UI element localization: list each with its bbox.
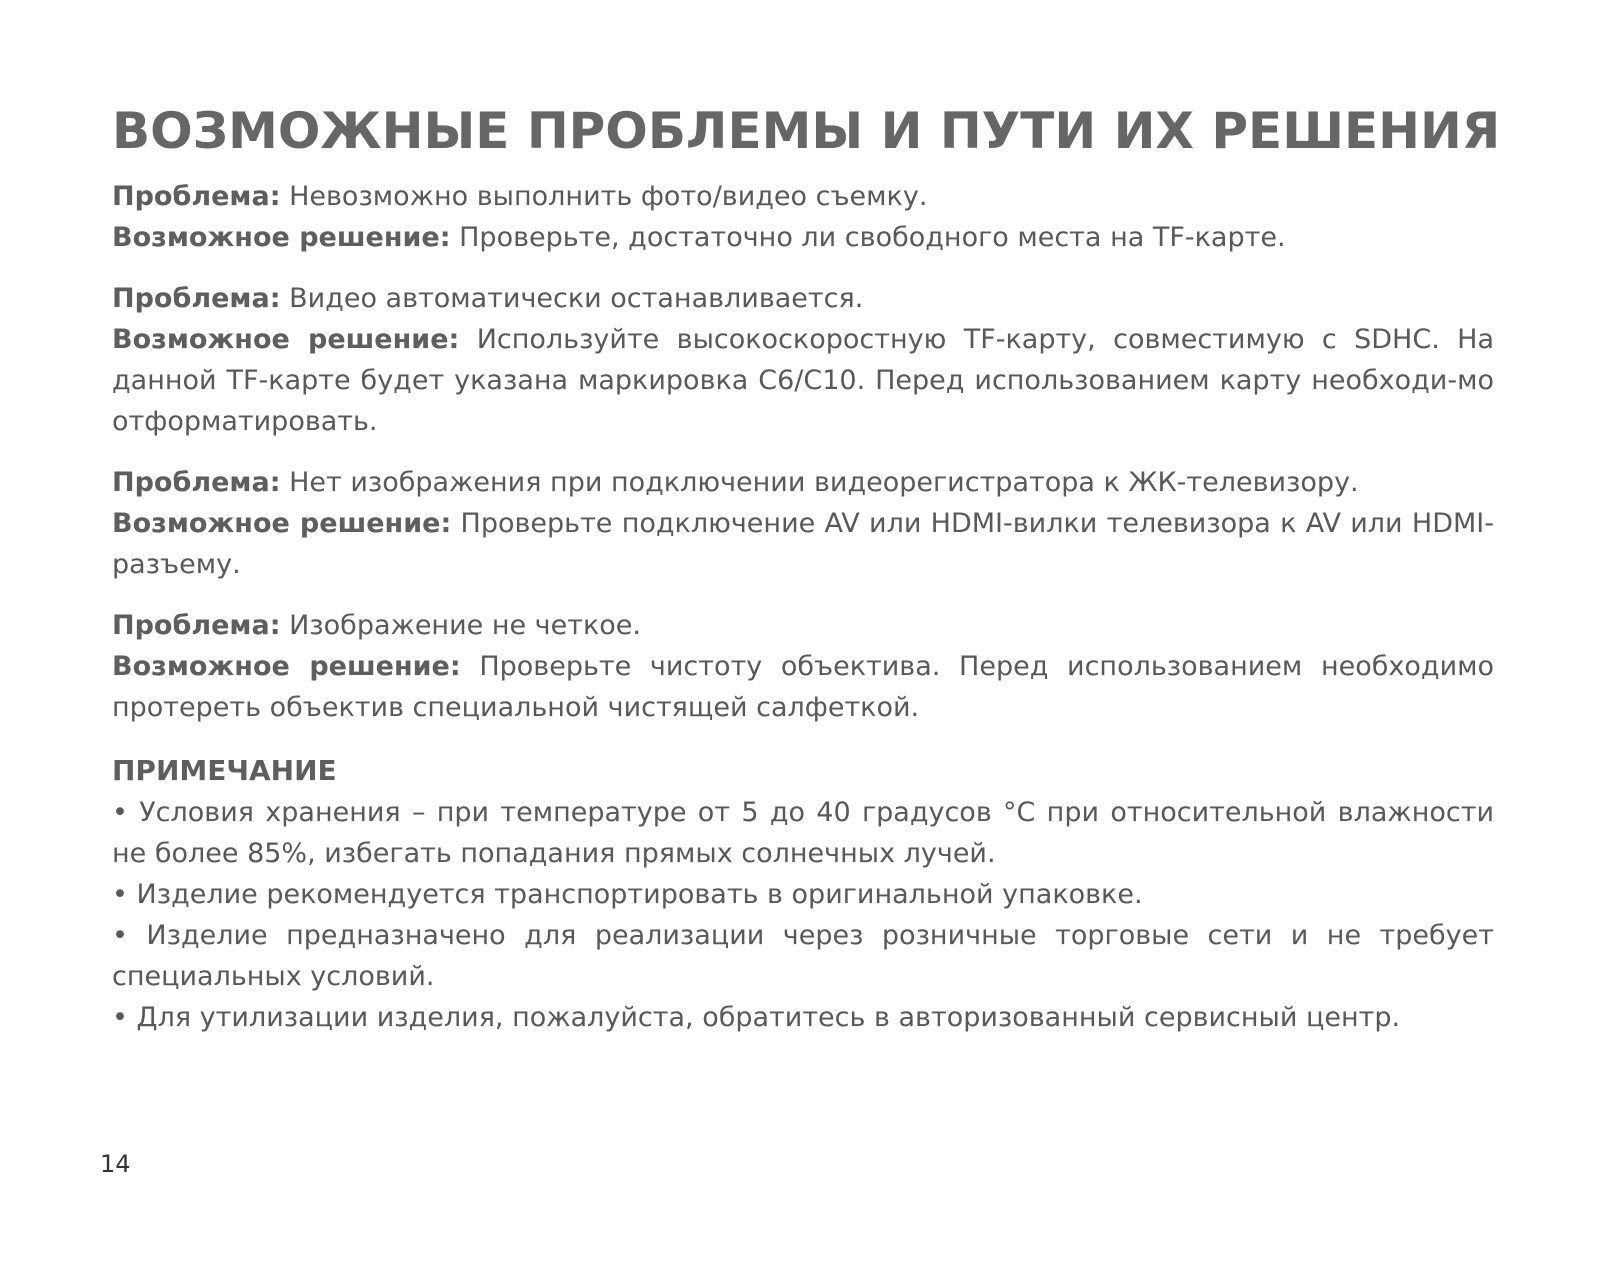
page-number: 14 <box>100 1150 131 1178</box>
solution-text: Проверьте чистоту объектива. Перед использованием необходимо протереть объектив специальной чистящей салфеткой. <box>112 651 1495 723</box>
manual-page <box>112 100 1501 1038</box>
page-title: ВОЗМОЖНЫЕ ПРОБЛЕМЫ И ПУТИ ИХ РЕШЕНИЯ <box>112 102 1501 160</box>
problem-text: Нет изображения при подключении видеорегистратора к ЖК-телевизору. <box>289 467 1359 498</box>
problem-line <box>112 462 1494 503</box>
problem-text: Невозможно выполнить фото/видео съемку. <box>289 181 928 212</box>
problem-text: Изображение не четкое. <box>289 610 641 641</box>
problem-block-2 <box>112 278 1494 442</box>
solution-text: Используйте высокоскоростную TF-карту, совместимую с SDHC. На данной TF-карте будет указана маркировка C6/C10. Перед использованием карту необходи-мо отформатировать. <box>112 324 1494 437</box>
problem-line <box>112 176 1494 217</box>
solution-label: Возможное решение: <box>112 324 460 355</box>
problem-label: Проблема: <box>112 467 281 498</box>
solution-text: Проверьте подключение AV или HDMI-вилки телевизора к AV или HDMI-разъему. <box>112 508 1494 580</box>
problem-line <box>112 278 1494 319</box>
solution-line <box>112 217 1494 258</box>
problem-label: Проблема: <box>112 181 281 212</box>
solution-text: Проверьте, достаточно ли свободного места на TF-карте. <box>459 222 1286 253</box>
solution-label: Возможное решение: <box>112 222 451 253</box>
note-item: • Изделие рекомендуется транспортировать в оригинальной упаковке. <box>112 879 1143 910</box>
note-section <box>112 750 1494 1038</box>
solution-line <box>112 646 1494 728</box>
note-item: • Изделие предназначено для реализации через розничные торговые сети и не требует специальных условий. <box>112 920 1494 992</box>
problem-block-1 <box>112 176 1494 258</box>
solution-label: Возможное решение: <box>112 651 461 682</box>
problem-line <box>112 605 1494 646</box>
solution-line <box>112 319 1494 442</box>
problem-block-4 <box>112 605 1494 728</box>
problem-label: Проблема: <box>112 610 281 641</box>
note-title: ПРИМЕЧАНИЕ <box>112 754 337 787</box>
note-item: • Условия хранения – при температуре от 5 до 40 градусов °С при относительной влажности не более 85%, избегать попадания прямых солнечных лучей. <box>112 797 1494 869</box>
note-item: • Для утилизации изделия, пожалуйста, обратитесь в авторизованный сервисный центр. <box>112 1002 1401 1033</box>
problem-label: Проблема: <box>112 283 281 314</box>
solution-line <box>112 503 1494 585</box>
solution-label: Возможное решение: <box>112 508 452 539</box>
problem-text: Видео автоматически останавливается. <box>289 283 864 314</box>
problem-block-3 <box>112 462 1494 585</box>
